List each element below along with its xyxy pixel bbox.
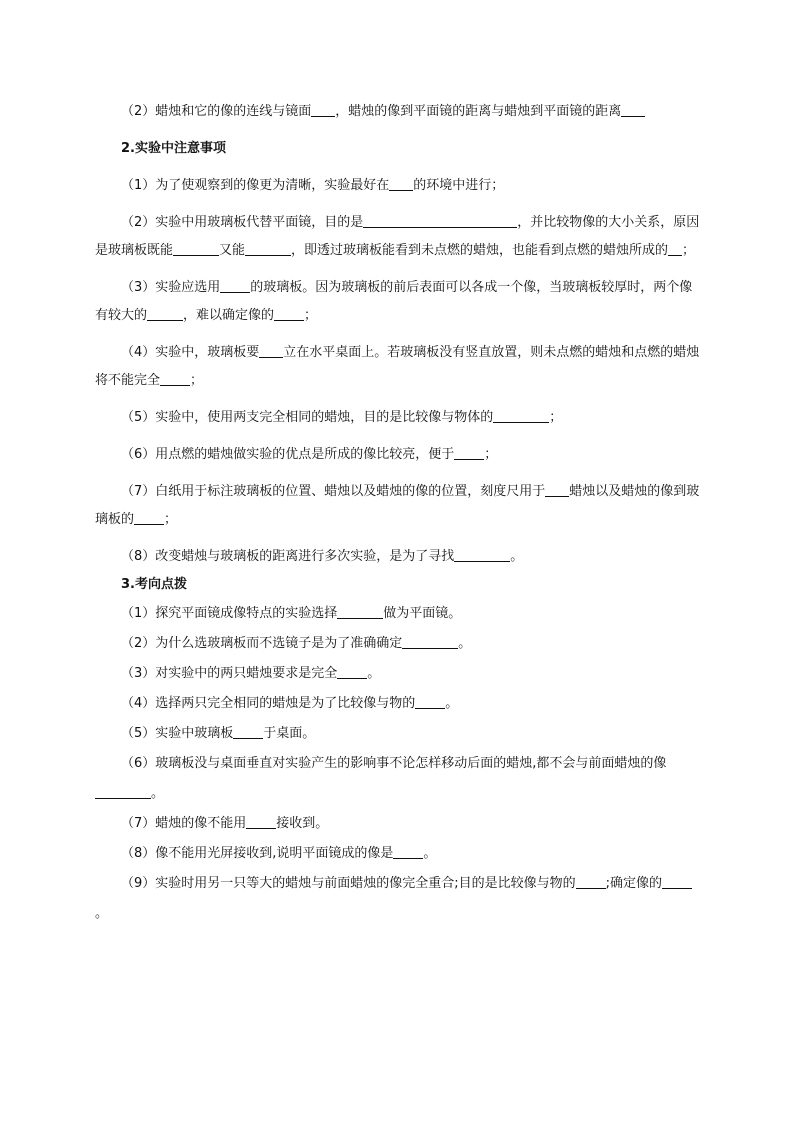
s2-q3: （3）实验应选用 的玻璃板。因为玻璃板的前后表面可以各成一个像，当玻璃板较厚时，两个像有较大的 ，难以确定像的 ； (95, 280, 693, 323)
answer-blank[interactable] (493, 408, 549, 423)
answer-blank[interactable] (576, 874, 606, 889)
answer-blank[interactable] (134, 510, 164, 525)
answer-blank[interactable] (311, 102, 335, 117)
answer-blank[interactable] (621, 102, 645, 117)
answer-blank[interactable] (389, 176, 413, 191)
s3-q4: （4）选择两只完全相同的蜡烛是为了比较像与物的 。 (121, 696, 459, 711)
s2-q7: （7）白纸用于标注玻璃板的位置、蜡烛以及蜡烛的像的位置，刻度尺用于 蜡烛以及蜡烛的像到玻璃板的 ； (95, 484, 700, 527)
s2-q2: （2）实验中用玻璃板代替平面镜，目的是 ，并比较物像的大小关系，原因是玻璃板既能 又能 ，即透过玻璃板能看到未点燃的蜡烛，也能看到点燃的蜡烛所成的 ； (95, 215, 700, 258)
s2-q6: （6）用点燃的蜡烛做实验的优点是所成的像比较亮，便于 ； (121, 447, 498, 462)
s2-q1: （1）为了使观察到的像更为清晰，实验最好在 的环境中进行； (121, 178, 505, 193)
s3-q5: （5）实验中玻璃板 于桌面。 (121, 726, 316, 741)
answer-blank[interactable] (668, 241, 682, 256)
section-title-notes: 2.实验中注意事项 (121, 141, 226, 156)
answer-blank[interactable] (274, 306, 304, 321)
s3-q2: （2）为什么选玻璃板而不选镜子是为了准确确定 。 (121, 636, 472, 651)
s3-q8: （8）像不能用光屏接收到,说明平面镜成的像是 。 (121, 846, 437, 861)
s3-q9: （9）实验时用另一只等大的蜡烛与前面蜡烛的像完全重合;目的是比较像与物的 ;确定像的。 (95, 869, 705, 929)
s2-q4: （4）实验中，玻璃板要 立在水平桌面上。若玻璃板没有竖直放置，则未点燃的蜡烛和点燃的蜡烛将不能完全 ； (95, 345, 700, 388)
s3-q6: （6）玻璃板没与桌面垂直对实验产生的影响事不论怎样移动后面的蜡烛,都不会与前面蜡烛的像。 (95, 749, 705, 809)
answer-blank[interactable] (363, 213, 517, 228)
answer-blank[interactable] (147, 306, 183, 321)
answer-blank[interactable] (259, 343, 283, 358)
answer-blank[interactable] (454, 547, 510, 562)
answer-blank[interactable] (233, 724, 263, 739)
answer-blank[interactable] (545, 482, 569, 497)
answer-blank[interactable] (454, 445, 484, 460)
answer-blank[interactable] (415, 694, 445, 709)
answer-blank[interactable] (402, 634, 458, 649)
s3-q1: （1）探究平面镜成像特点的实验选择 做为平面镜。 (121, 606, 462, 621)
s2-q5: （5）实验中，使用两支完全相同的蜡烛，目的是比较像与物体的 ； (121, 410, 563, 425)
s3-q3: （3）对实验中的两只蜡烛要求是完全 。 (121, 666, 381, 681)
answer-blank[interactable] (393, 844, 423, 859)
answer-blank[interactable] (245, 241, 291, 256)
answer-blank[interactable] (662, 874, 692, 889)
answer-blank[interactable] (337, 604, 383, 619)
section-title-tips: 3.考向点拨 (121, 577, 187, 592)
answer-blank[interactable] (173, 241, 219, 256)
answer-blank[interactable] (95, 784, 151, 799)
answer-blank[interactable] (337, 664, 367, 679)
answer-blank[interactable] (246, 814, 276, 829)
s2-q8: （8）改变蜡烛与玻璃板的距离进行多次实验，是为了寻找 。 (121, 549, 524, 564)
answer-blank[interactable] (160, 371, 190, 386)
s3-q7: （7）蜡烛的像不能用 接收到。 (121, 816, 329, 831)
answer-blank[interactable] (220, 278, 250, 293)
s1-q2: （2）蜡烛和它的像的连线与镜面 ，蜡烛的像到平面镜的距离与蜡烛到平面镜的距离 (95, 98, 705, 126)
worksheet-page (95, 98, 705, 929)
